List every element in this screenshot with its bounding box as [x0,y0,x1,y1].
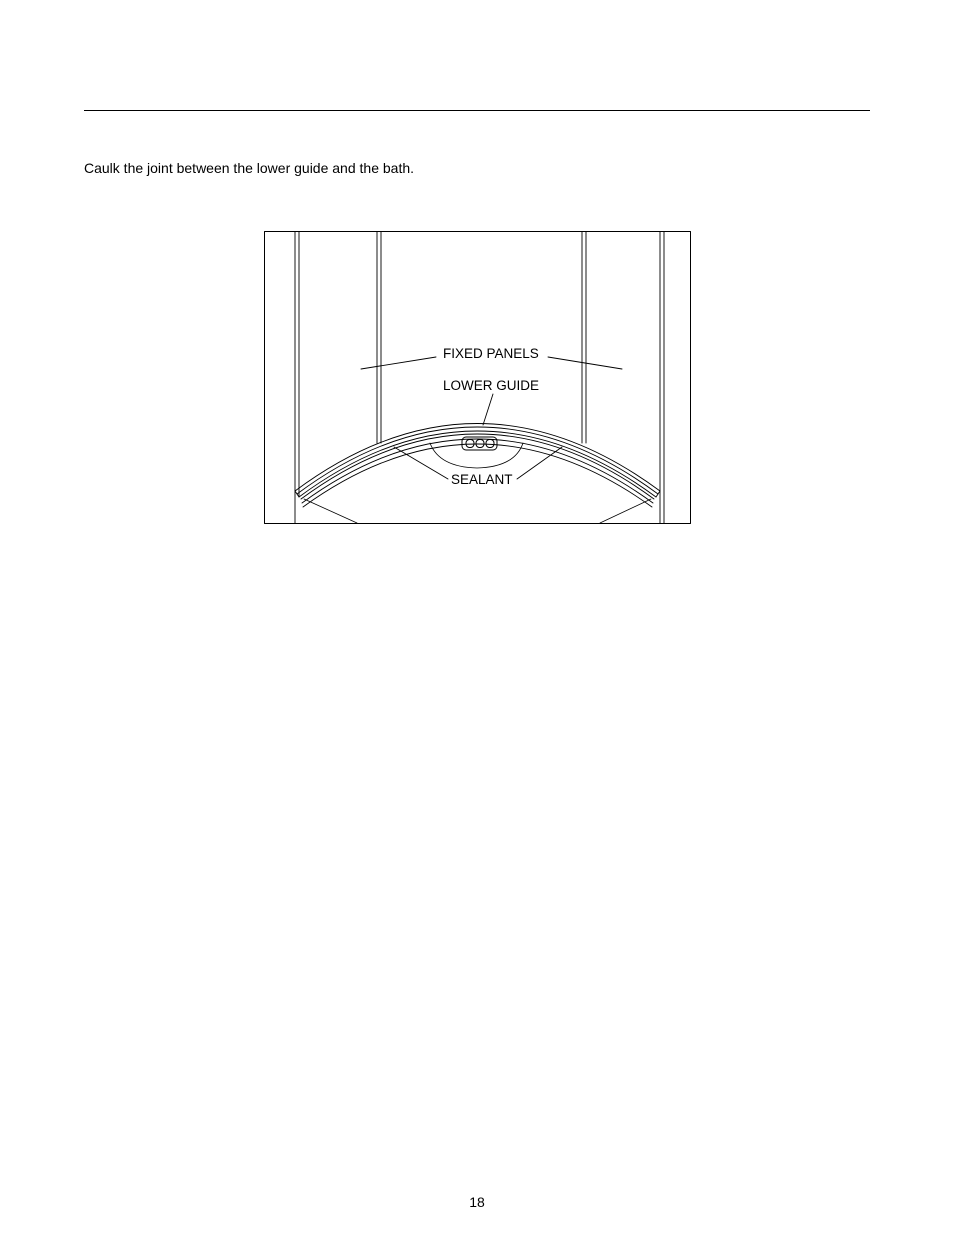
sealant-label: SEALANT [451,472,513,487]
right-wall-profile [660,232,664,523]
lower-guide-label: LOWER GUIDE [443,378,540,393]
instruction-text: Caulk the joint between the lower guide and the bath. [84,160,415,176]
header-rule [84,110,870,111]
left-wall-profile [295,232,299,523]
lower-guide-end-caps [295,491,660,497]
lower-guide-curve [295,424,660,508]
fixed-panels-label: FIXED PANELS [443,346,539,361]
lower-guide-leader [483,394,493,425]
bath-rim-lines [304,499,651,523]
shower-enclosure-diagram [264,231,691,524]
right-panel-joint [582,232,586,443]
diagram-svg [264,231,691,524]
page-number: 18 [469,1194,485,1210]
left-panel-joint [377,232,381,443]
